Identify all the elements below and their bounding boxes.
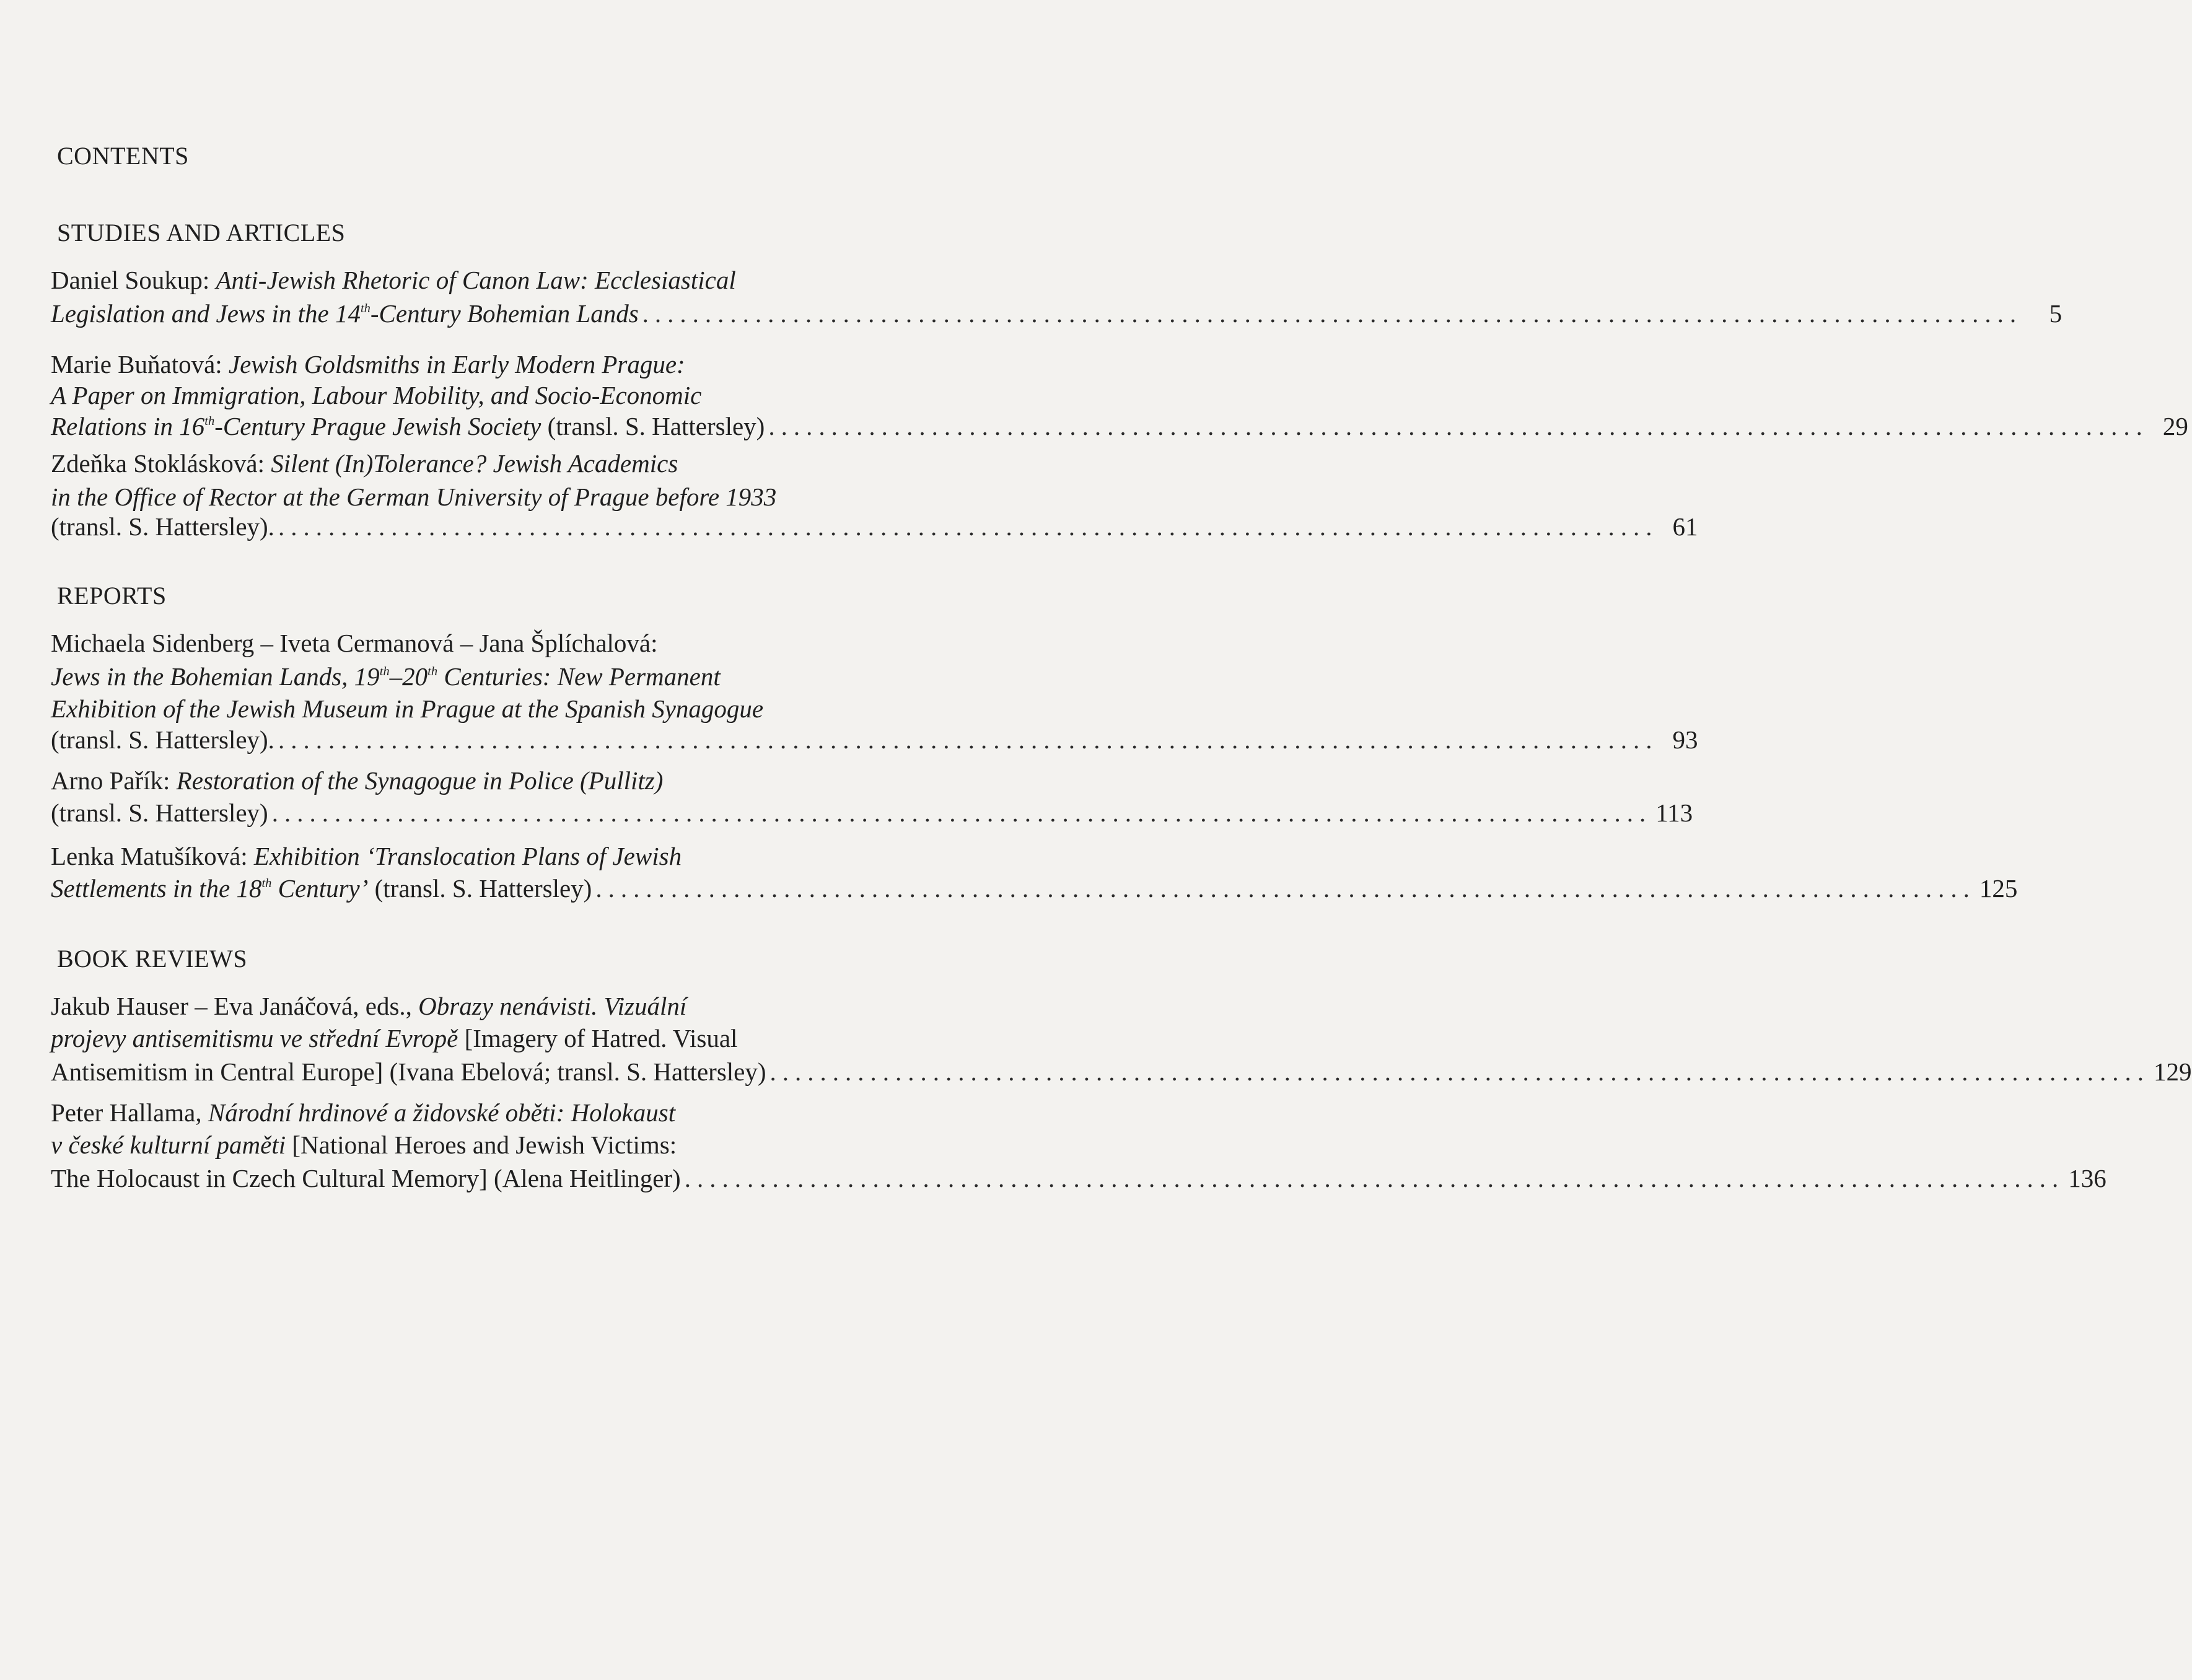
toc-entry-bunatova-line-3	[51, 412, 2188, 440]
toc-entry-stokleskova-line-3	[51, 512, 1698, 541]
entry-title-cont: Exhibition of the Jewish Museum in Prague at the Spanish Synagogue	[51, 694, 764, 723]
entry-title: Jewish Goldsmiths in Early Modern Prague:	[228, 350, 685, 378]
entry-title-cont: v české kulturní paměti	[51, 1131, 286, 1159]
entry-title-cont: in the Office of Rector at the German University of Prague before 1933	[51, 483, 777, 511]
dot-leader: ..............................................................................................................	[278, 512, 1659, 541]
entry-title: Národní hrdinové a židovské oběti: Holokaust	[208, 1098, 676, 1127]
dot-leader: ..............................................................................................................	[768, 412, 2149, 440]
toc-entry-hallama-line-1	[51, 1100, 675, 1126]
toc-entry-parik-line-1	[51, 768, 663, 794]
toc-entry-soukup-line-2	[51, 299, 2063, 328]
toc-entry-hauser-line-2	[51, 1026, 737, 1051]
toc-entry-parik-line-2	[51, 798, 1693, 827]
dot-leader: ..............................................................................................................	[642, 299, 2023, 328]
page-number: 136	[2068, 1164, 2107, 1192]
page-number: 125	[1979, 874, 2018, 903]
entry-title-cont: Relations in 16	[51, 412, 205, 440]
dot-leader: ..............................................................................................................	[595, 874, 1976, 903]
dot-leader: ..............................................................................................................	[278, 725, 1659, 754]
toc-entry-bunatova-line-1	[51, 352, 685, 377]
section-heading-reports: REPORTS	[57, 582, 167, 610]
entry-author: Peter Hallama,	[51, 1098, 208, 1127]
entry-title: Obrazy nenávisti. Vizuální	[418, 992, 687, 1020]
translator-note: (transl. S. Hattersley)	[541, 412, 765, 440]
toc-entry-sidenberg-line-3	[51, 696, 763, 722]
toc-entry-matusikova-line-2	[51, 874, 2018, 903]
page-number: 129	[2154, 1057, 2192, 1086]
translator-note: (transl. S. Hattersley)	[51, 798, 268, 827]
toc-entry-sidenberg-line-1	[51, 631, 658, 656]
toc-entry-bunatova-line-2	[51, 383, 701, 408]
toc-entry-stokleskova-line-2	[51, 484, 776, 510]
entry-author: Arno Pařík:	[51, 766, 177, 795]
toc-entry-sidenberg-line-4	[51, 725, 1698, 754]
entry-title: Exhibition ‘Translocation Plans of Jewish	[253, 842, 682, 870]
entry-title-translation: The Holocaust in Czech Cultural Memory] (Alena Heitlinger)	[51, 1164, 681, 1192]
page-number: 29	[2162, 412, 2188, 440]
entry-title-cont: projevy antisemitismu ve střední Evropě	[51, 1024, 458, 1052]
entry-title-cont: -Century Prague Jewish Society	[214, 412, 541, 440]
entry-title-cont: Centuries: New Permanent	[437, 662, 721, 691]
translator-note: (transl. S. Hattersley).	[51, 512, 274, 541]
ordinal-suffix: th	[427, 665, 438, 679]
entry-author: Zdeňka Stoklásková:	[51, 449, 271, 478]
ordinal-suffix: th	[360, 302, 370, 316]
entry-title: Jews in the Bohemian Lands, 19	[51, 662, 380, 691]
toc-entry-sidenberg-line-2	[51, 664, 721, 689]
entry-title-translation: [National Heroes and Jewish Victims:	[286, 1131, 677, 1159]
entry-title-cont: Legislation and Jews in the 14	[51, 299, 361, 328]
ordinal-suffix: th	[379, 665, 390, 679]
toc-entry-soukup-line-1	[51, 268, 736, 293]
toc-entry-hallama-line-3	[51, 1164, 2107, 1192]
entry-author: Marie Buňatová:	[51, 350, 229, 378]
dot-leader: ..............................................................................................................	[684, 1164, 2065, 1192]
entry-title-cont: –20	[389, 662, 428, 691]
entry-title-cont: -Century Bohemian Lands	[370, 299, 639, 328]
entry-title-cont: Settlements in the 18	[51, 874, 262, 903]
entry-title-translation: [Imagery of Hatred. Visual	[458, 1024, 738, 1052]
toc-entry-stokleskova-line-1	[51, 451, 678, 476]
entry-title: Silent (In)Tolerance? Jewish Academics	[271, 449, 678, 478]
page-number: 113	[1655, 798, 1693, 827]
entry-title: Restoration of the Synagogue in Police (Pullitz)	[176, 766, 664, 795]
entry-title-translation: Antisemitism in Central Europe] (Ivana Ebelová; transl. S. Hattersley)	[51, 1057, 766, 1086]
section-heading-studies: STUDIES AND ARTICLES	[57, 219, 346, 247]
toc-entry-hauser-line-3	[51, 1057, 2192, 1086]
dot-leader: ..............................................................................................................	[769, 1057, 2150, 1086]
entry-author: Michaela Sidenberg – Iveta Cermanová – Jana Šplíchalová:	[51, 629, 658, 657]
page-number: 5	[2049, 299, 2063, 328]
translator-note: (transl. S. Hattersley)	[368, 874, 592, 903]
entry-author: Jakub Hauser – Eva Janáčová, eds.,	[51, 992, 419, 1020]
ordinal-suffix: th	[204, 414, 215, 429]
translator-note: (transl. S. Hattersley).	[51, 725, 274, 754]
page-number: 93	[1672, 725, 1698, 754]
ordinal-suffix: th	[261, 877, 272, 891]
page-title: CONTENTS	[57, 142, 189, 170]
section-heading-book-reviews: BOOK REVIEWS	[57, 945, 248, 973]
page-number: 61	[1672, 512, 1698, 541]
toc-entry-matusikova-line-1	[51, 844, 682, 869]
entry-title-cont: A Paper on Immigration, Labour Mobility, and Socio-Economic	[51, 381, 702, 409]
entry-title: Anti-Jewish Rhetoric of Canon Law: Ecclesiastical	[216, 266, 736, 294]
entry-author: Daniel Soukup:	[51, 266, 216, 294]
entry-author: Lenka Matušíková:	[51, 842, 254, 870]
dot-leader: ..............................................................................................................	[271, 798, 1652, 827]
entry-title-cont: Century’	[271, 874, 369, 903]
toc-entry-hallama-line-2	[51, 1132, 677, 1158]
toc-entry-hauser-line-1	[51, 994, 686, 1019]
